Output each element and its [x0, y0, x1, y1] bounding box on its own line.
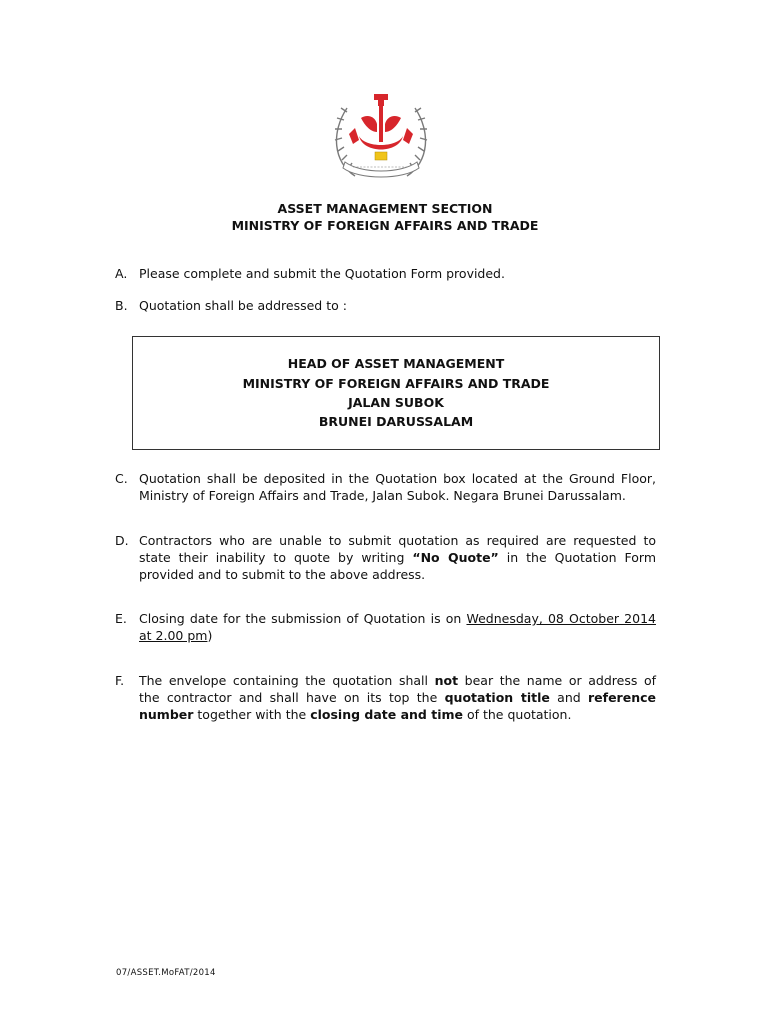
item-letter: B. [115, 298, 128, 313]
number-text: number [139, 707, 194, 722]
ministry-title: MINISTRY OF FOREIGN AFFAIRS AND TRADE [231, 218, 539, 233]
ribbon-icon [343, 162, 419, 177]
item-letter: A. [115, 266, 128, 281]
item-line [139, 610, 656, 627]
text-run: of the quotation. [462, 707, 572, 722]
item-text: Quotation shall be addressed to : [139, 298, 347, 313]
item-line: provided and to submit to the above address. [139, 567, 426, 582]
item-line [139, 672, 656, 689]
text-run: state their inability to quote by writing [139, 550, 413, 565]
item-letter: F. [115, 673, 125, 688]
quotation-title-text: quotation title [444, 690, 550, 705]
parasol-top-icon [374, 94, 388, 100]
item-line: Contractors who are unable to submit quotation as required are requested to [139, 533, 656, 548]
no-quote-text: “No Quote” [412, 550, 499, 565]
instruction-c [115, 470, 656, 504]
instruction-f [115, 672, 656, 723]
not-text: not [434, 673, 459, 688]
instruction-d [115, 532, 656, 583]
text-run: The envelope containing the quotation shall [139, 673, 435, 688]
text-run: together with the [193, 707, 311, 722]
address-line-4: BRUNEI DARUSSALAM [318, 414, 474, 429]
address-line-3: JALAN SUBOK [348, 395, 444, 410]
text-run: and [549, 690, 588, 705]
address-line-1: HEAD OF ASSET MANAGEMENT [287, 356, 505, 371]
item-letter: D. [115, 533, 129, 548]
item-line: Quotation shall be deposited in the Quotation box located at the Ground Floor, [139, 471, 656, 486]
instruction-e [115, 610, 656, 644]
closing-date: Wednesday, 08 October 2014 [466, 611, 656, 626]
document-reference: 07/ASSET.MoFAT/2014 [116, 968, 216, 978]
item-line [139, 689, 656, 706]
item-letter: E. [115, 611, 127, 626]
item-line: Ministry of Foreign Affairs and Trade, Jalan Subok. Negara Brunei Darussalam. [139, 488, 626, 503]
item-line [139, 549, 656, 566]
instruction-a [115, 265, 656, 282]
address-line-2: MINISTRY OF FOREIGN AFFAIRS AND TRADE [242, 376, 550, 391]
wings-icon [361, 116, 377, 132]
brunei-crest-emblem [325, 88, 437, 188]
item-letter: C. [115, 471, 128, 486]
reference-text: reference [588, 690, 656, 705]
item-line [139, 627, 656, 644]
closing-date-time-text: closing date and time [310, 707, 463, 722]
closing-time: at 2.00 pm [139, 628, 208, 643]
section-title: ASSET MANAGEMENT SECTION [277, 201, 493, 216]
address-box [132, 336, 660, 450]
text-run: bear the name or address of [458, 673, 656, 688]
item-text: Please complete and submit the Quotation Form provided. [139, 266, 505, 281]
text-run: Closing date for the submission of Quotation is on [139, 611, 467, 626]
text-run: ) [207, 628, 213, 643]
instruction-b [115, 297, 656, 314]
text-run: in the Quotation Form [498, 550, 656, 565]
text-run: the contractor and shall have on its top the [139, 690, 445, 705]
item-line [139, 706, 656, 723]
